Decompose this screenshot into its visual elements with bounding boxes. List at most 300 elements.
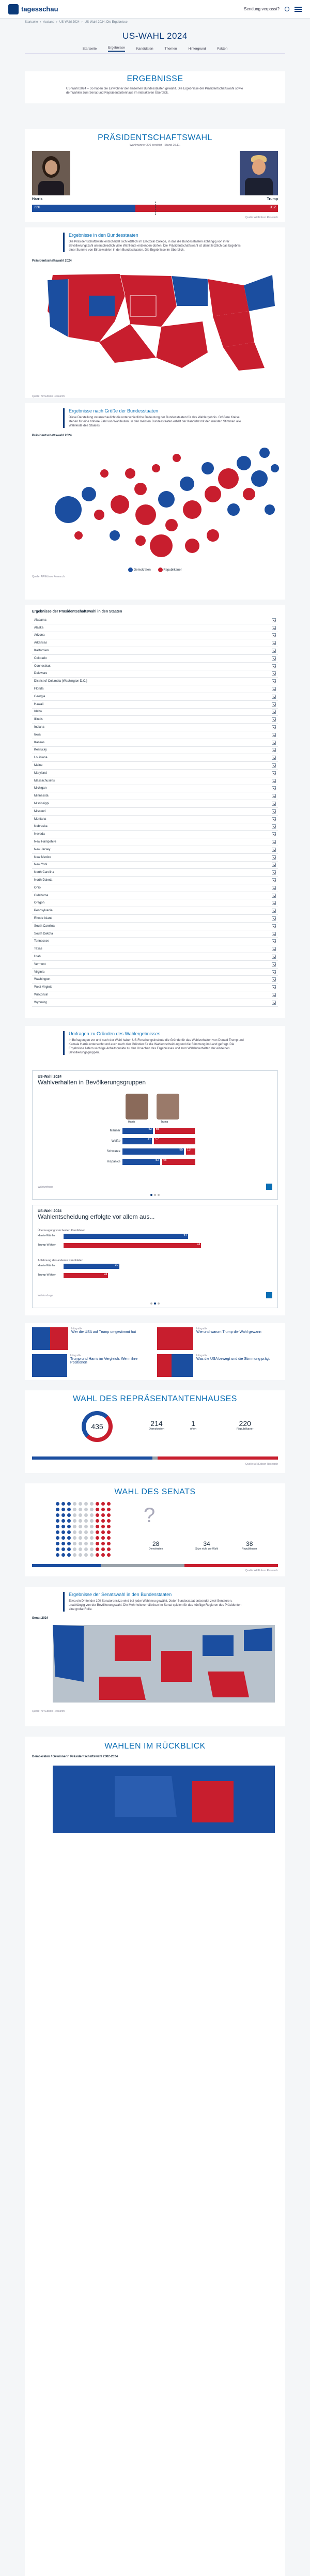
state-row[interactable] — [32, 915, 278, 923]
state-name: Oklahoma — [34, 894, 49, 897]
state-bubble[interactable] — [227, 503, 240, 516]
state-row[interactable] — [32, 976, 278, 984]
logo-text[interactable]: tagesschau — [21, 5, 58, 13]
chevron-down-icon[interactable] — [272, 863, 276, 867]
senate-map-intro — [63, 1592, 247, 1612]
state-bubble[interactable] — [94, 510, 104, 520]
chevron-down-icon[interactable] — [272, 955, 276, 959]
state-row[interactable] — [32, 930, 278, 938]
decision-row-label: Trump-Wähler — [38, 1244, 56, 1247]
chevron-down-icon[interactable] — [272, 832, 276, 836]
us-election-map[interactable] — [37, 265, 285, 373]
results-intro — [25, 71, 285, 103]
surveys-intro — [63, 1031, 247, 1055]
teaser-image[interactable] — [157, 1354, 193, 1377]
chevron-down-icon[interactable] — [272, 939, 276, 943]
presidential-subtitle: Wahlmänner 270 benötigt · Stand 20.11. — [129, 144, 181, 147]
chevron-down-icon[interactable] — [272, 656, 276, 661]
chevron-down-icon[interactable] — [272, 947, 276, 951]
state-row[interactable] — [32, 770, 278, 777]
decision-title: Wahlentscheidung erfolgte vor allem aus... — [38, 1213, 155, 1220]
chevron-down-icon[interactable] — [272, 855, 276, 860]
state-bubble[interactable] — [125, 468, 135, 479]
chevron-down-icon[interactable] — [272, 695, 276, 699]
senate-seat — [96, 1525, 99, 1528]
breadcrumb-item: US-Wahl 2024: Die Ergebnisse — [84, 21, 128, 24]
senate-seat — [79, 1508, 82, 1511]
surveys-text: In Befragungen vor und nach der Wahl haben US-Forschungsinstitute die Gründe für das Wahlverhalten von Donald Trump und Kamala Harris untersucht und auch nach den Gründen für die Wahlentscheidung und die Stimmung im Land gefragt. Die Ergebnisse liefern wichtige Anhaltspunkte zu den Ursachen des Ergebnisses und zum Wählerverhalten der einzelnen Bevölkerungsgruppen. — [69, 1039, 244, 1055]
senate-seat — [84, 1502, 88, 1506]
state-name: New Mexico — [34, 855, 51, 859]
state-bubble[interactable] — [135, 535, 146, 546]
state-row[interactable] — [32, 670, 278, 678]
state-row[interactable] — [32, 777, 278, 785]
carousel-dots[interactable] — [150, 1194, 160, 1196]
breadcrumb-item[interactable]: Startseite — [25, 21, 38, 24]
groups-col-harris: Harris — [128, 1121, 135, 1124]
groups-card — [32, 1070, 278, 1200]
senate-seat — [56, 1525, 59, 1528]
teaser-title[interactable]: Wer die USA auf Trump umgestimmt hat — [71, 1330, 136, 1334]
chevron-down-icon[interactable] — [272, 870, 276, 875]
teaser-title[interactable]: Was die USA bewegt und die Stimmung prägt — [196, 1357, 270, 1361]
chevron-down-icon[interactable] — [272, 779, 276, 783]
house-title: WAHL DES REPRÄSENTANTENHAUSES — [73, 1394, 237, 1403]
history-map[interactable] — [37, 1760, 285, 1838]
senate-seat — [67, 1513, 71, 1517]
presidential-title: PRÄSIDENTSCHAFTSWAHL — [98, 133, 212, 142]
state-row[interactable] — [32, 724, 278, 731]
state-bubble[interactable] — [135, 504, 156, 525]
decision-row-label: Harris-Wähler — [38, 1264, 55, 1267]
teaser-image[interactable] — [32, 1354, 67, 1377]
chevron-down-icon[interactable] — [272, 756, 276, 760]
senate-seat — [96, 1513, 99, 1517]
teaser-title[interactable]: Trump und Harris im Vergleich: Wenn ihre Positionen — [70, 1357, 137, 1364]
share-icon[interactable] — [266, 1184, 272, 1190]
state-row[interactable] — [32, 854, 278, 862]
state-row[interactable] — [32, 945, 278, 953]
state-row[interactable] — [32, 907, 278, 915]
chevron-down-icon[interactable] — [272, 671, 276, 676]
senate-seat-grid — [56, 1502, 113, 1559]
senate-open-value: 34 — [203, 1540, 210, 1547]
senate-seat — [56, 1553, 59, 1557]
teaser-title[interactable]: Wie und warum Trump die Wahl gewann — [196, 1330, 261, 1334]
harris-bar: 52 — [122, 1159, 160, 1165]
breadcrumb-item[interactable]: Ausland — [43, 21, 55, 24]
state-name: District of Columbia (Washington D.C.) — [34, 680, 87, 683]
state-bubble[interactable] — [110, 530, 120, 541]
senate-seat — [84, 1519, 88, 1523]
chevron-down-icon[interactable] — [272, 649, 276, 653]
senate-bar — [32, 1564, 278, 1567]
state-row[interactable] — [32, 762, 278, 770]
senate-seat — [79, 1536, 82, 1540]
chevron-down-icon[interactable] — [272, 909, 276, 913]
trump-votes-bar: 312 — [135, 205, 278, 212]
state-name: Alabama — [34, 618, 47, 622]
state-bubble[interactable] — [134, 483, 147, 495]
groups-row — [38, 1146, 272, 1157]
chevron-down-icon[interactable] — [272, 878, 276, 882]
state-row[interactable] — [32, 678, 278, 685]
chevron-down-icon[interactable] — [272, 1001, 276, 1005]
senate-seat — [56, 1502, 59, 1506]
state-row[interactable] — [32, 869, 278, 877]
senate-seat — [56, 1530, 59, 1534]
house-open-value: 1 — [191, 1419, 195, 1428]
map-section-title: Ergebnisse in den Bundesstaaten — [69, 233, 138, 238]
state-bubble[interactable] — [243, 488, 255, 500]
bubble-source: Quelle: AP/Edison Research — [32, 575, 65, 579]
groups-row-label: Schwarze — [106, 1150, 120, 1153]
state-row[interactable] — [32, 831, 278, 838]
state-bubble[interactable] — [100, 469, 109, 478]
teaser-image[interactable] — [32, 1327, 68, 1350]
senate-dem — [149, 1540, 163, 1551]
chevron-down-icon[interactable] — [272, 970, 276, 974]
state-bubble[interactable] — [158, 491, 175, 508]
state-row[interactable] — [32, 739, 278, 747]
state-row[interactable] — [32, 938, 278, 945]
senate-seat — [107, 1530, 111, 1534]
chevron-down-icon[interactable] — [272, 710, 276, 714]
trump-bar: 13 — [186, 1148, 195, 1155]
senate-seat — [96, 1547, 99, 1551]
state-name: Maine — [34, 764, 43, 768]
state-row[interactable] — [32, 663, 278, 670]
state-row[interactable] — [32, 862, 278, 869]
subnav-item[interactable]: Fakten — [217, 47, 228, 51]
state-bubble[interactable] — [259, 448, 270, 458]
state-name: South Dakota — [34, 932, 53, 936]
groups-row-label: Männer — [110, 1129, 120, 1132]
state-row[interactable] — [32, 884, 278, 892]
senate-map[interactable] — [37, 1620, 285, 1708]
state-row[interactable] — [32, 747, 278, 755]
teaser-kicker: Infografik — [196, 1354, 207, 1357]
state-name: Illinois — [34, 718, 43, 722]
teaser-kicker: Infografik — [71, 1327, 82, 1330]
senate-seat — [73, 1502, 76, 1506]
chevron-down-icon[interactable] — [272, 794, 276, 798]
senate-seat — [79, 1519, 82, 1523]
senate-seat — [61, 1508, 65, 1511]
chevron-down-icon[interactable] — [272, 932, 276, 936]
senate-seat — [101, 1508, 105, 1511]
chevron-down-icon[interactable] — [272, 809, 276, 814]
state-name: Nevada — [34, 833, 45, 836]
senate-open-label: Sitze nicht zur Wahl — [195, 1547, 218, 1551]
chevron-down-icon[interactable] — [272, 748, 276, 752]
state-bubble[interactable] — [150, 534, 173, 557]
source-note: Quelle: AP/Edison Research — [245, 216, 278, 219]
senate-seat — [96, 1519, 99, 1523]
bubble-chart[interactable] — [37, 437, 285, 566]
chevron-down-icon[interactable] — [272, 916, 276, 921]
state-row[interactable] — [32, 923, 278, 930]
state-name: Connecticut — [34, 664, 51, 668]
state-row[interactable] — [32, 731, 278, 739]
history-section — [25, 1737, 285, 2576]
senate-seat — [73, 1513, 76, 1517]
chevron-down-icon[interactable] — [272, 733, 276, 737]
state-row[interactable] — [32, 685, 278, 693]
senate-seat — [90, 1513, 94, 1517]
groups-bars — [38, 1126, 272, 1167]
chevron-down-icon[interactable] — [272, 741, 276, 745]
subnav-item[interactable]: Hintergrund — [188, 47, 206, 51]
teaser-item[interactable] — [157, 1327, 278, 1350]
decision-group-2: Ablehnung des anderen Kandidaten — [38, 1259, 83, 1262]
state-name: Louisiana — [34, 756, 48, 760]
state-name: Montana — [34, 817, 47, 821]
state-row[interactable] — [32, 792, 278, 800]
groups-row-label: Weiße — [111, 1140, 120, 1143]
state-row[interactable] — [32, 846, 278, 854]
teaser-kicker: Infografik — [70, 1354, 81, 1357]
teaser-item[interactable] — [32, 1327, 153, 1350]
senate-seat — [61, 1536, 65, 1540]
senate-seat — [107, 1519, 111, 1523]
state-row[interactable] — [32, 838, 278, 846]
state-bubble[interactable] — [183, 500, 202, 519]
senate-seat — [96, 1508, 99, 1511]
state-row[interactable] — [32, 999, 278, 1007]
chevron-down-icon[interactable] — [272, 641, 276, 645]
senate-seat — [56, 1536, 59, 1540]
teaser-item[interactable] — [32, 1354, 153, 1377]
chevron-down-icon[interactable] — [272, 763, 276, 768]
map-source: Quelle: AP/Edison Research — [32, 395, 65, 398]
breadcrumb: Startseite › Ausland › US-Wahl 2024 › US-Wahl 2024: Die Ergebnisse — [25, 21, 128, 24]
state-row[interactable] — [32, 892, 278, 900]
state-row[interactable] — [32, 617, 278, 624]
trump-name: Trump — [267, 197, 278, 201]
groups-source: Wahlumfrage — [38, 1186, 53, 1189]
subnav-item[interactable]: Kandidaten — [136, 47, 153, 51]
state-row[interactable] — [32, 808, 278, 816]
missed-show-link[interactable]: Sendung verpasst? — [244, 7, 280, 11]
state-bubble[interactable] — [55, 496, 82, 523]
state-bubble[interactable] — [152, 464, 160, 472]
chevron-down-icon[interactable] — [272, 633, 276, 637]
senate-seat — [90, 1542, 94, 1545]
carousel-dots[interactable] — [150, 1302, 160, 1305]
senate-map-source: Quelle: AP/Edison Research — [32, 1710, 65, 1713]
subnav-item[interactable]: Startseite — [82, 47, 97, 51]
senate-seat — [90, 1530, 94, 1534]
decision-bar: 74 — [64, 1243, 201, 1248]
bubble-text: Diese Darstellung veranschaulicht die unterschiedliche Bedeutung der Bundesstaaten für das Wahlergebnis. Größere Kreise stehen für eine höhere Zahl von Wahlleuten. In den meisten Bundesstaaten erhält der Kandidat mit den meisten Stimmen alle Wahlleute des Staates. — [69, 416, 241, 428]
state-row[interactable] — [32, 624, 278, 632]
state-row[interactable] — [32, 701, 278, 709]
chevron-down-icon[interactable] — [272, 802, 276, 806]
state-bubble[interactable] — [205, 486, 221, 502]
chevron-down-icon[interactable] — [272, 894, 276, 898]
senate-map-text: Etwa ein Drittel der 100 Senatorensitze wird bei jeder Wahl neu gewählt. Jeder Bundesstaat entsendet zwei Senatoren, unabhängig von der Bevölkerungszahl. Die Mehrheitsverhältnisse im Senat spielen für das künftige Regieren des Präsidenten eine große Rolle. — [69, 1600, 242, 1612]
teaser-item[interactable] — [157, 1354, 278, 1377]
chevron-down-icon[interactable] — [272, 618, 276, 622]
state-row[interactable] — [32, 655, 278, 663]
chevron-down-icon[interactable] — [272, 626, 276, 630]
senate-seat — [96, 1530, 99, 1534]
senate-seat — [90, 1525, 94, 1528]
chevron-down-icon[interactable] — [272, 848, 276, 852]
groups-row — [38, 1126, 272, 1136]
senate-seat — [73, 1519, 76, 1523]
chevron-down-icon[interactable] — [272, 886, 276, 890]
chevron-down-icon[interactable] — [272, 687, 276, 691]
state-bubble[interactable] — [218, 468, 239, 489]
chevron-down-icon[interactable] — [272, 962, 276, 967]
state-name: South Carolina — [34, 924, 55, 928]
chevron-down-icon[interactable] — [272, 901, 276, 905]
house-rep-value: 220 — [239, 1419, 251, 1428]
senate-seat — [79, 1530, 82, 1534]
state-bubble[interactable] — [165, 519, 178, 531]
senate-seat — [67, 1519, 71, 1523]
senate-open — [195, 1540, 218, 1551]
decision-source: Wahlumfrage — [38, 1294, 53, 1297]
chevron-down-icon[interactable] — [272, 664, 276, 668]
state-bubble[interactable] — [82, 487, 96, 501]
state-row[interactable] — [32, 953, 278, 961]
chevron-down-icon[interactable] — [272, 771, 276, 775]
senate-seat — [84, 1508, 88, 1511]
senate-seat — [61, 1525, 65, 1528]
senate-seat — [107, 1513, 111, 1517]
trump-bar: 46 — [162, 1159, 195, 1165]
subnav-item-active[interactable]: Ergebnisse — [108, 46, 125, 52]
state-bubble[interactable] — [173, 454, 181, 462]
state-row[interactable] — [32, 823, 278, 831]
bubble-legend — [32, 568, 278, 572]
state-bubble[interactable] — [207, 529, 219, 542]
state-name: Massachusetts — [34, 779, 55, 783]
senate-seat — [84, 1530, 88, 1534]
state-row[interactable] — [32, 693, 278, 701]
state-row[interactable] — [32, 709, 278, 716]
state-bubble[interactable] — [180, 477, 194, 491]
senate-seat — [79, 1513, 82, 1517]
state-bubble[interactable] — [111, 495, 129, 514]
state-bubble[interactable] — [237, 456, 251, 470]
legend-dem: Demokraten — [133, 569, 151, 572]
state-name: Iowa — [34, 733, 41, 737]
senate-seat — [90, 1502, 94, 1506]
state-row[interactable] — [32, 899, 278, 907]
harris-photo — [126, 1094, 148, 1120]
harris-portrait — [32, 151, 70, 195]
breadcrumb-item[interactable]: US-Wahl 2024 — [59, 21, 80, 24]
state-row[interactable] — [32, 639, 278, 647]
state-row[interactable] — [32, 632, 278, 640]
chevron-down-icon[interactable] — [272, 702, 276, 707]
state-row[interactable] — [32, 800, 278, 808]
chevron-down-icon[interactable] — [272, 985, 276, 989]
state-row[interactable] — [32, 785, 278, 793]
senate-seat — [107, 1542, 111, 1545]
state-bubble[interactable] — [271, 464, 279, 472]
house-dem-value: 214 — [150, 1419, 163, 1428]
history-title: WAHLEN IM RÜCKBLICK — [104, 1742, 206, 1751]
state-name: Rhode Island — [34, 916, 53, 920]
chevron-down-icon[interactable] — [272, 817, 276, 821]
map-section-text: Die Präsidentschaftswahl entscheidet sich letztlich im Electoral College, in das die Bundesstaaten abhängig von ihrer Bevölkerungszahl unterschiedlich viele Wahlleute entsenden dürfen. Die Präsidentschaftswahl ist damit letztlich das Ergebnis einer Summe von Einzelwahlen in den Bundesstaaten. Die Ergebnisse im Überblick. — [69, 240, 241, 252]
senate-seat — [61, 1542, 65, 1545]
state-bubble[interactable] — [202, 462, 214, 474]
state-row[interactable] — [32, 754, 278, 762]
senate-seat — [56, 1519, 59, 1523]
state-row[interactable] — [32, 816, 278, 823]
senate-seat — [67, 1547, 71, 1551]
harris-votes-bar: 226 — [32, 205, 135, 212]
state-row[interactable] — [32, 991, 278, 999]
state-bubble[interactable] — [251, 470, 268, 487]
search-icon[interactable] — [285, 7, 289, 11]
state-bubble[interactable] — [185, 539, 199, 553]
chevron-down-icon[interactable] — [272, 717, 276, 722]
state-name: Michigan — [34, 787, 47, 790]
state-row[interactable] — [32, 969, 278, 976]
state-name: Alaska — [34, 626, 44, 630]
senate-source: Quelle: AP/Edison Research — [245, 1569, 278, 1572]
state-row[interactable] — [32, 877, 278, 884]
senate-seat — [101, 1530, 105, 1534]
state-row[interactable] — [32, 961, 278, 969]
share-icon[interactable] — [266, 1292, 272, 1298]
tagesschau-logo-icon[interactable] — [8, 4, 19, 14]
hamburger-icon[interactable] — [295, 7, 302, 12]
decision-bar: 24 — [64, 1273, 108, 1278]
chevron-down-icon[interactable] — [272, 977, 276, 982]
sub-navigation — [25, 44, 285, 54]
chevron-down-icon[interactable] — [272, 679, 276, 683]
chevron-down-icon[interactable] — [272, 786, 276, 790]
senate-seat — [61, 1513, 65, 1517]
state-name: Maryland — [34, 771, 47, 775]
state-bubble[interactable] — [74, 531, 83, 540]
chevron-down-icon[interactable] — [272, 924, 276, 928]
chevron-down-icon[interactable] — [272, 993, 276, 997]
trump-photo — [157, 1094, 179, 1120]
house-source: Quelle: AP/Edison Research — [245, 1463, 278, 1466]
senate-seat — [73, 1530, 76, 1534]
state-row[interactable] — [32, 716, 278, 724]
senate-seat — [79, 1542, 82, 1545]
state-row[interactable] — [32, 647, 278, 655]
senate-seat — [84, 1536, 88, 1540]
senate-seat — [107, 1547, 111, 1551]
state-bubble[interactable] — [265, 504, 275, 515]
state-name: Idaho — [34, 710, 42, 714]
chevron-down-icon[interactable] — [272, 824, 276, 829]
senate-seat — [90, 1508, 94, 1511]
groups-col-trump: Trump — [161, 1121, 168, 1124]
chevron-down-icon[interactable] — [272, 840, 276, 844]
states-list-title: Ergebnisse der Präsidentschaftswahl in den Staaten — [32, 610, 122, 614]
house-dem-label: Demokraten — [149, 1428, 164, 1431]
subnav-item[interactable]: Themen — [164, 47, 177, 51]
chevron-down-icon[interactable] — [272, 725, 276, 729]
state-name: Washington — [34, 978, 51, 982]
page-title: US-WAHL 2024 — [122, 31, 188, 41]
state-row[interactable] — [32, 984, 278, 991]
teaser-image[interactable] — [157, 1327, 193, 1350]
senate-seat — [107, 1553, 111, 1557]
